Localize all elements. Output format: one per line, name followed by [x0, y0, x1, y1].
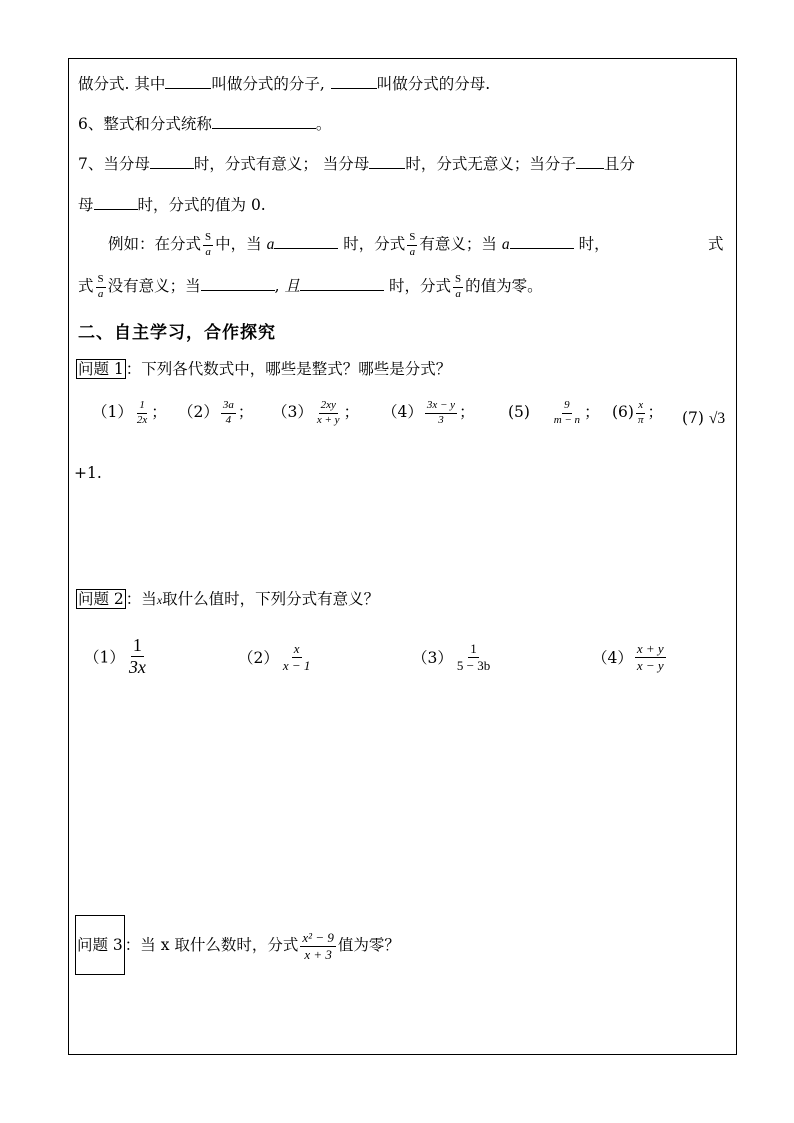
fraction: [315, 400, 342, 426]
fraction-numerator: S: [407, 232, 417, 246]
variable-a: a: [266, 236, 275, 254]
text-segment: 中，当: [215, 235, 262, 254]
fraction-s-over-a: [203, 232, 213, 258]
fill-blank: [165, 72, 211, 89]
fraction: [281, 642, 313, 672]
fraction-denominator: a: [205, 245, 211, 258]
fill-blank: [212, 112, 316, 129]
fraction-denominator: x + y: [316, 413, 340, 426]
fill-blank: [94, 193, 138, 210]
fraction-denominator: π: [637, 413, 644, 426]
fraction-numerator: x: [293, 641, 300, 656]
fraction-denominator: 3: [438, 413, 444, 426]
separator: ；: [647, 403, 663, 422]
q2-item-4: [592, 642, 668, 672]
fraction: [552, 400, 582, 426]
text-segment: 6、整式和分式统称: [78, 115, 212, 133]
question-3-text: ：当 x 取什么数时，分式: [124, 936, 299, 954]
fill-blank: [331, 72, 377, 89]
fraction-s-over-a: [407, 232, 417, 258]
fraction-s-over-a: [96, 274, 106, 300]
text-segment: 有意义；当: [419, 235, 497, 254]
text-segment: 时，: [578, 235, 610, 254]
fraction-denominator: m − n: [553, 413, 581, 426]
fill-blank: [576, 152, 604, 169]
q1-item-7: [682, 409, 725, 428]
fill-blank: [369, 152, 405, 169]
fraction: [425, 400, 457, 426]
example-line: [108, 232, 610, 258]
text-segment: 时，分式: [343, 235, 406, 254]
question-1-text: ：下列各代数式中，哪些是整式？哪些是分式？: [125, 360, 452, 378]
question-1-label: 问题 1: [78, 360, 124, 378]
text-segment: 叫做分式的分子,: [211, 75, 325, 93]
q1-item-1: [92, 400, 167, 426]
item-index: (5): [508, 403, 530, 422]
question-3-text: 值为零？: [337, 936, 400, 954]
separator: ；: [343, 403, 360, 422]
fill-blank: [510, 232, 574, 249]
text-segment: 例如：在分式: [108, 235, 202, 254]
text-segment: 式: [708, 235, 724, 253]
fraction: [300, 931, 335, 961]
fraction-numerator: S: [453, 274, 463, 288]
fraction-numerator: S: [96, 274, 106, 288]
fraction-denominator: 5 − 3b: [456, 657, 491, 673]
q1-item-7-tail: +1.: [74, 464, 102, 482]
fraction-numerator: 1: [132, 635, 142, 655]
fraction-numerator: 9: [562, 400, 572, 414]
q1-item-6: [612, 400, 663, 426]
item-index: （4）: [592, 649, 633, 668]
fraction-denominator: 2x: [136, 413, 148, 426]
text-segment: 且分: [603, 155, 635, 173]
question-2-text: 取什么值时，下列分式有意义？: [162, 590, 380, 608]
item-6: [78, 112, 331, 135]
fraction: [127, 636, 148, 677]
item-index: （1）: [92, 403, 133, 422]
item-7: [78, 152, 635, 175]
item-index: （2）: [238, 649, 279, 668]
fraction: [455, 642, 492, 672]
text-segment: 时，分式有意义； 当分母: [193, 155, 370, 173]
fraction-numerator: 1: [470, 641, 477, 656]
fraction-denominator: a: [409, 245, 416, 258]
fraction-denominator: 4: [225, 413, 232, 426]
separator: ；: [459, 403, 475, 422]
fraction: [221, 400, 236, 426]
section-title: 二、自主学习，合作探究: [78, 323, 276, 343]
text-segment: 做分式. 其中: [78, 75, 166, 93]
fraction-numerator: x: [636, 400, 645, 414]
separator: ；: [584, 403, 600, 422]
q2-item-2: [238, 642, 314, 672]
question-1-prompt: [76, 358, 451, 380]
text-segment: ,: [274, 277, 280, 296]
definition-line: [78, 72, 490, 95]
item-index: （3）: [272, 403, 313, 422]
q1-item-2: [178, 400, 253, 426]
q2-item-1: [84, 636, 150, 677]
question-2-text: ：当: [125, 590, 157, 608]
example-line-continued: [78, 274, 543, 300]
fill-blank: [150, 152, 194, 169]
variable-x: x: [156, 593, 163, 607]
q2-item-3: [412, 642, 494, 672]
item-index: （3）: [412, 649, 453, 668]
fraction: [135, 400, 149, 426]
question-3-prompt: [75, 915, 400, 975]
text-segment: 时，分式: [388, 277, 451, 296]
item-index: （1）: [84, 648, 125, 667]
question-2-prompt: [76, 588, 379, 611]
sqrt-expression: √3: [708, 410, 726, 427]
question-3-label: 问题 3: [75, 915, 125, 975]
item-7-continued: [78, 193, 266, 216]
q1-item-4: [382, 400, 475, 426]
fraction-numerator: 3a: [221, 400, 236, 414]
fraction-denominator: x − 1: [282, 657, 311, 673]
fraction-numerator: 1: [137, 400, 147, 414]
text-segment: 7、当分母: [78, 155, 150, 173]
fraction-numerator: x + y: [636, 641, 664, 656]
fraction-numerator: 3x − y: [425, 400, 457, 414]
text-segment: 母: [78, 196, 94, 214]
item-index: (7): [682, 409, 704, 427]
fraction-denominator: x − y: [636, 657, 664, 673]
text-segment: 且: [284, 278, 301, 296]
fraction: [635, 642, 666, 672]
variable-a: a: [501, 236, 510, 254]
text-segment: 的值为零。: [465, 277, 543, 296]
text-segment: 。: [315, 115, 332, 133]
fraction-numerator: S: [203, 232, 213, 246]
item-index: (6): [612, 403, 634, 422]
fraction-denominator: a: [455, 287, 461, 300]
fraction: [636, 400, 646, 426]
item-index: （2）: [178, 403, 219, 422]
fraction-denominator: 3x: [128, 656, 146, 677]
fraction-numerator: x² − 9: [302, 929, 334, 945]
text-segment: 没有意义；当: [107, 277, 201, 296]
fill-blank: [201, 274, 275, 291]
text-segment: 时，分式无意义；当分子: [405, 155, 576, 173]
fill-blank: [300, 274, 384, 291]
fill-blank: [274, 232, 338, 249]
fraction-s-over-a: [453, 274, 463, 300]
fraction-denominator: x + 3: [304, 946, 332, 962]
fraction-numerator: 2xy: [319, 400, 338, 414]
text-segment: 时，分式的值为 0.: [137, 196, 266, 214]
separator: ；: [151, 403, 167, 422]
q1-item-5: [508, 400, 600, 426]
fraction-denominator: a: [97, 287, 104, 300]
text-segment: 叫做分式的分母.: [376, 75, 491, 93]
text-segment: 式: [78, 277, 94, 296]
question-2-label: 问题 2: [78, 590, 124, 608]
q1-item-3: [272, 400, 359, 426]
item-index: （4）: [382, 403, 423, 422]
separator: ；: [237, 403, 254, 422]
